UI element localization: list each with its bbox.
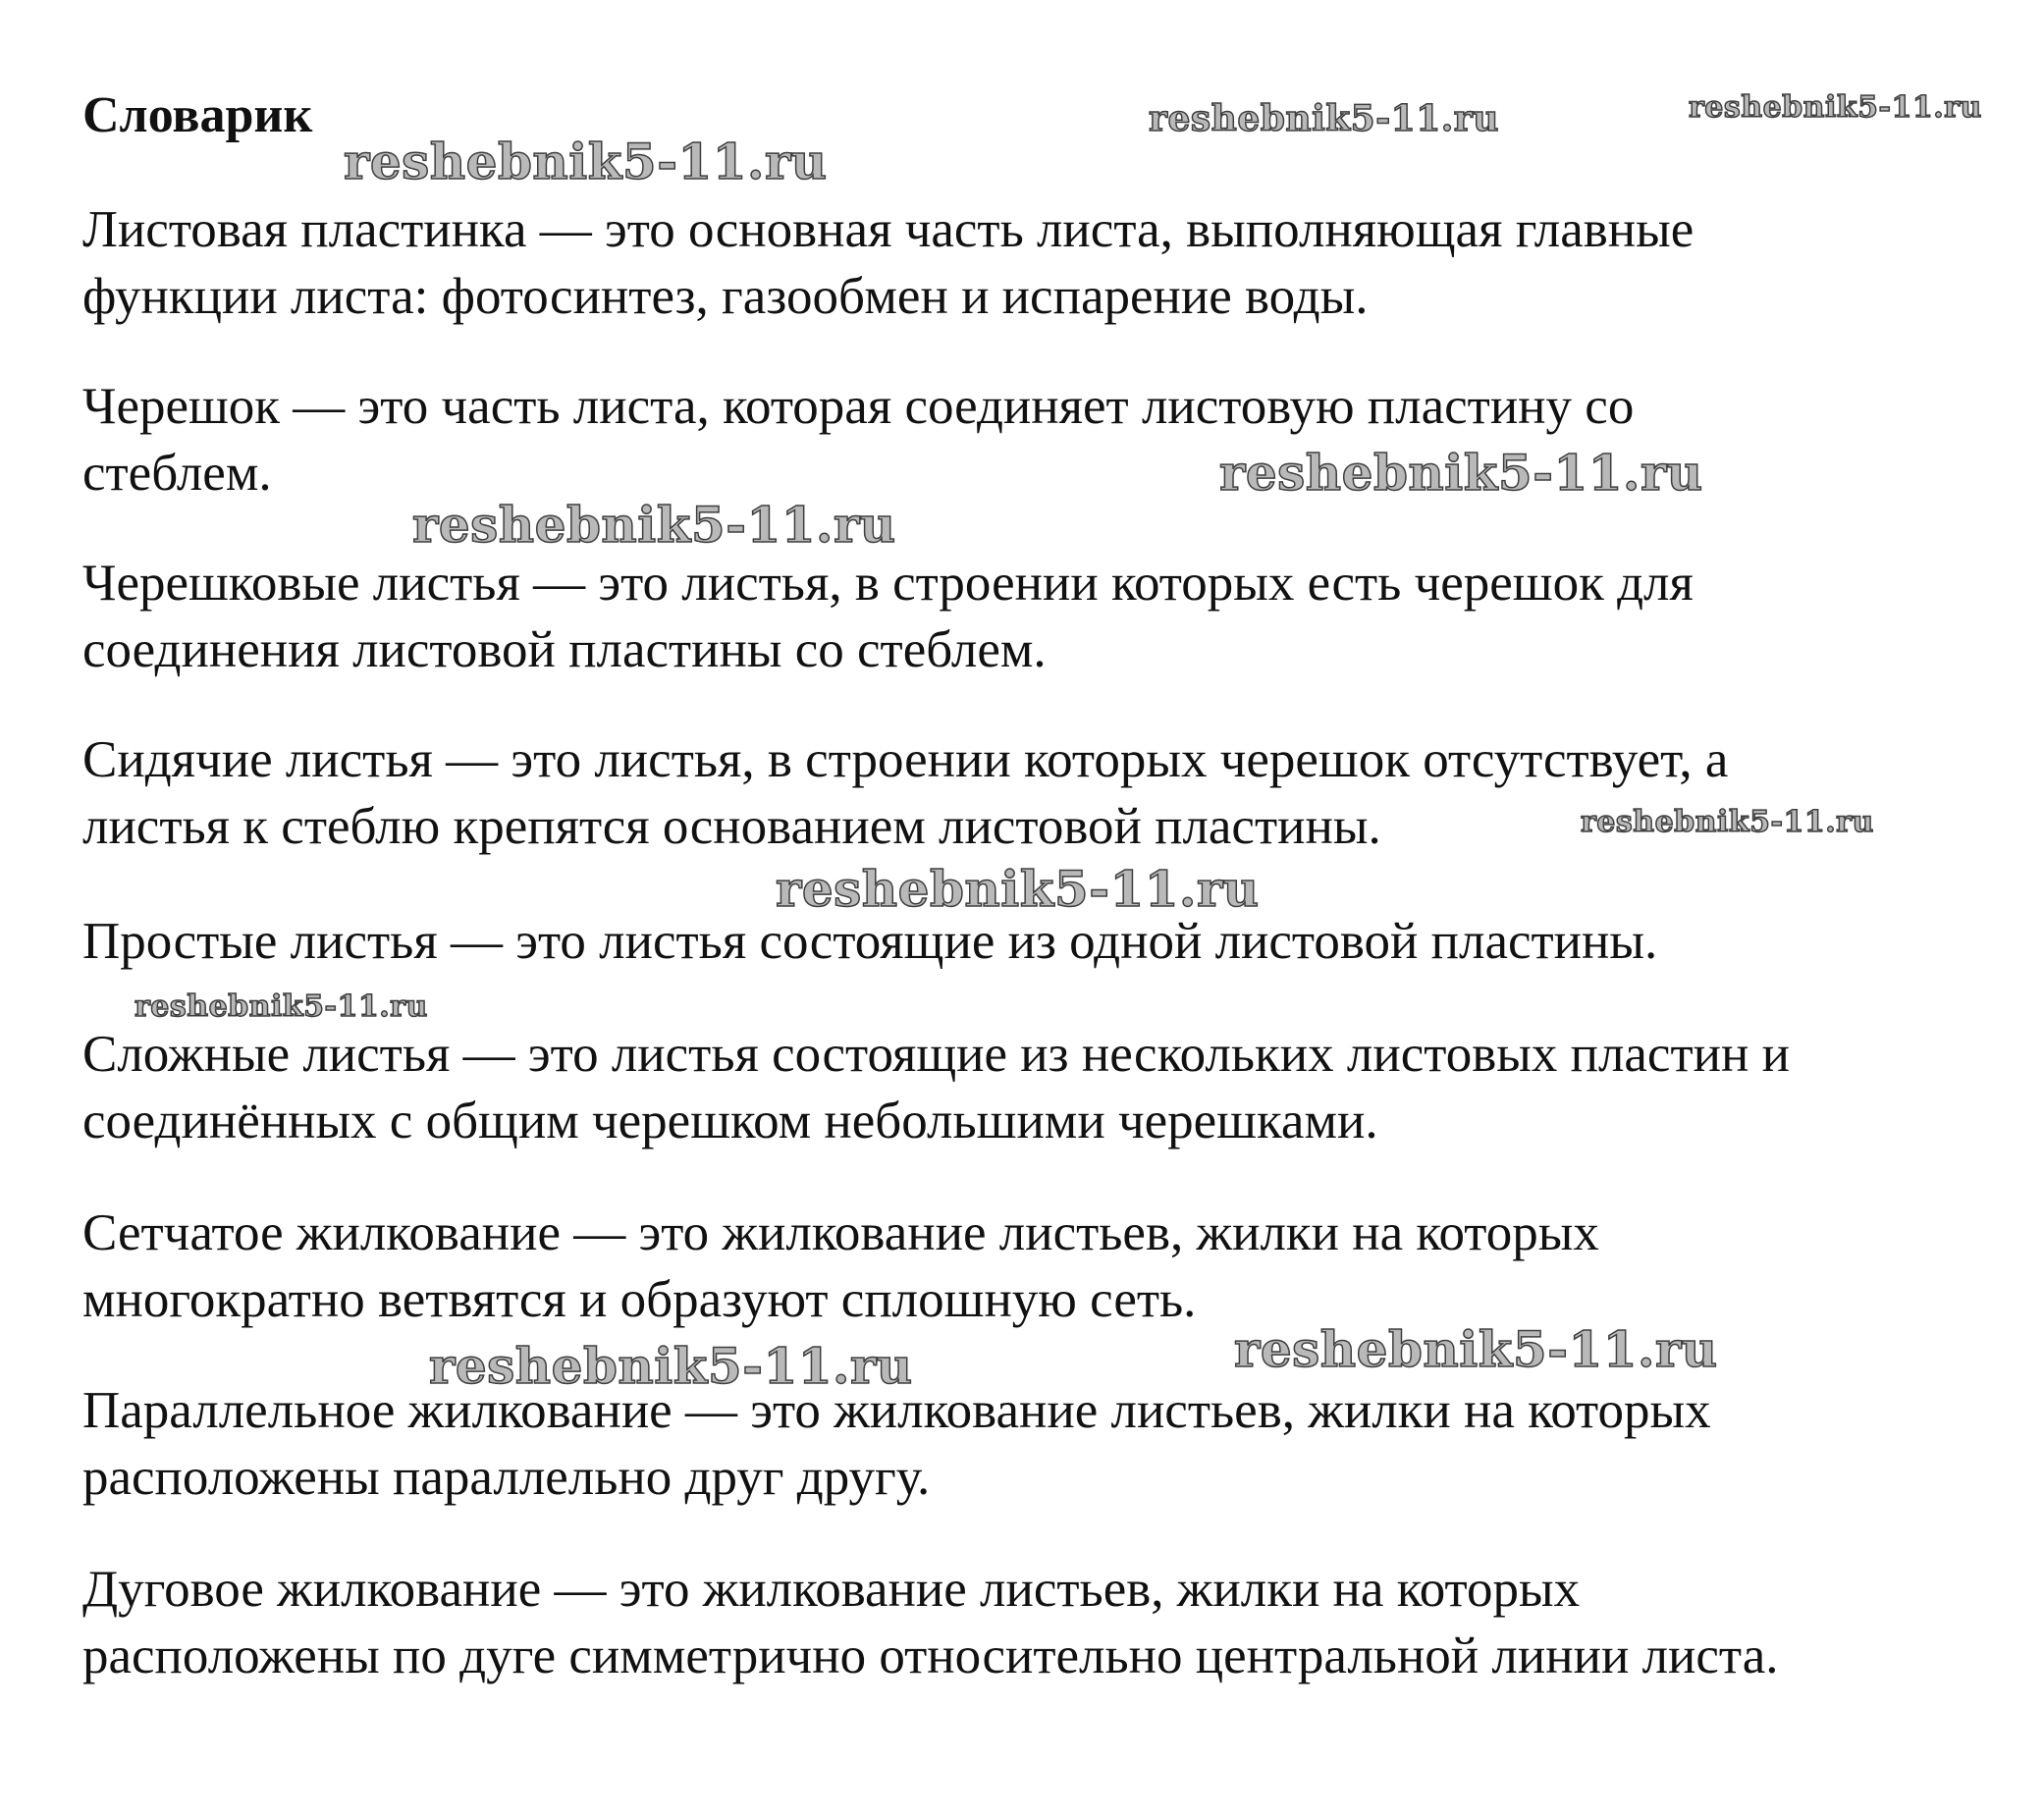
definition-entry bbox=[82, 1377, 1977, 1511]
watermark: reshebnik5-11.ru bbox=[429, 1337, 913, 1395]
watermark: reshebnik5-11.ru bbox=[134, 989, 428, 1024]
definition-entry bbox=[82, 908, 1977, 975]
definition-line: Дуговое жилкование — это жилкование листьев, жилки на которых bbox=[82, 1561, 1581, 1618]
definition-line: Простые листья — это листья состоящие из одной листовой пластины. bbox=[82, 913, 1658, 970]
watermark: reshebnik5-11.ru bbox=[776, 860, 1260, 918]
definition-line: соединённых с общим черешком небольшими черешками. bbox=[82, 1093, 1378, 1149]
page-title: Словарик bbox=[82, 87, 313, 143]
definition-line: Листовая пластинка — это основная часть листа, выполняющая главные bbox=[82, 201, 1694, 258]
definition-line: Сложные листья — это листья состоящие из нескольких листовых пластин и bbox=[82, 1026, 1790, 1083]
watermark: reshebnik5-11.ru bbox=[1689, 90, 1982, 125]
definition-line: соединения листовой пластины со стеблем. bbox=[82, 621, 1047, 678]
definition-line: функции листа: фотосинтез, газообмен и испарение воды. bbox=[82, 268, 1369, 325]
definition-entry bbox=[82, 726, 1977, 860]
definition-line: Параллельное жилкование — это жилкование листьев, жилки на которых bbox=[82, 1382, 1711, 1439]
definition-entry bbox=[82, 550, 1977, 683]
definition-entry bbox=[82, 373, 1977, 507]
definition-line: расположены параллельно друг другу. bbox=[82, 1449, 931, 1506]
definition-line: Сидячие листья — это листья, в строении которых черешок отсутствует, а bbox=[82, 731, 1729, 788]
definition-entry bbox=[82, 1200, 1977, 1333]
watermark: reshebnik5-11.ru bbox=[1219, 444, 1703, 502]
watermark: reshebnik5-11.ru bbox=[344, 133, 828, 190]
definition-line: многократно ветвятся и образуют сплошную сеть. bbox=[82, 1271, 1197, 1328]
watermark: reshebnik5-11.ru bbox=[1581, 805, 1874, 839]
watermark: reshebnik5-11.ru bbox=[1234, 1320, 1718, 1378]
watermark: reshebnik5-11.ru bbox=[1149, 98, 1499, 139]
definition-line: Черешок — это часть листа, которая соединяет листовую пластину со bbox=[82, 378, 1635, 435]
definition-line: Сетчатое жилкование — это жилкование листьев, жилки на которых bbox=[82, 1204, 1599, 1261]
definition-entry bbox=[82, 1021, 1977, 1154]
definition-line: расположены по дуге симметрично относительно центральной линии листа. bbox=[82, 1628, 1779, 1684]
definition-entry bbox=[82, 196, 1977, 330]
definition-line: стеблем. bbox=[82, 445, 272, 502]
watermark: reshebnik5-11.ru bbox=[412, 496, 896, 554]
definition-line: Черешковые листья — это листья, в строении которых есть черешок для bbox=[82, 555, 1694, 612]
definition-entry bbox=[82, 1556, 1977, 1689]
definition-line: листья к стеблю крепятся основанием листовой пластины. bbox=[82, 798, 1381, 855]
